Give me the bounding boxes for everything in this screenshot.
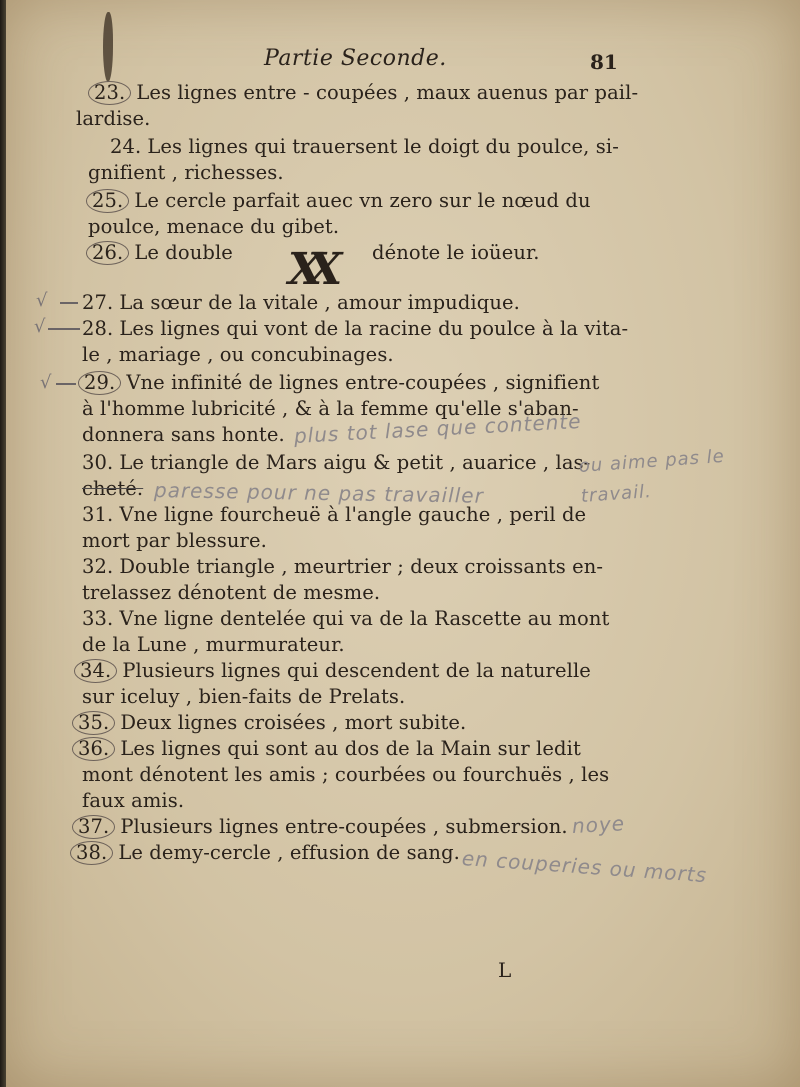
entry-29-line-1: 29. Vne infinité de lignes entre-coupées , signifient [78, 370, 599, 396]
pencil-annotation: plus tot lase que contente [293, 408, 583, 448]
entry-24-line-1: 24. Les lignes qui trauersent le doigt du poulce, si- [110, 135, 619, 158]
entry-30-line-1: 30. Le triangle de Mars aigu & petit , auarice , las- [82, 451, 591, 474]
entry-number: 38. [70, 841, 113, 865]
entry-number: 34. [74, 659, 117, 683]
running-header: Partie Seconde. [264, 46, 447, 71]
pencil-annotation: paresse pour ne pas travailler [153, 478, 485, 508]
entry-number: 35. [72, 711, 115, 735]
ink-blot [103, 12, 113, 82]
entry-30-line-2: cheté. [82, 477, 144, 500]
check-mark-icon: √ [40, 372, 52, 393]
entry-number: 37. [72, 815, 115, 839]
entry-23-line-2: lardise. [76, 107, 151, 130]
entry-number: 31. [82, 503, 114, 526]
entry-27-line-1: 27. La sœur de la vitale , amour impudique. [82, 291, 520, 314]
entry-28-line-2: le , mariage , ou concubinages. [82, 343, 394, 366]
check-mark-icon: √ [34, 316, 46, 337]
entry-26-line-1: 26. Le double [86, 240, 233, 266]
pencil-annotation: en couperies ou morts [461, 846, 708, 888]
entry-number: 26. [86, 241, 129, 265]
entry-32-line-1: 32. Double triangle , meurtrier ; deux croissants en- [82, 555, 604, 578]
entry-number: 24. [110, 135, 142, 158]
book-page [6, 0, 800, 1087]
entry-38-line-1: 38. Le demy-cercle , effusion de sang. [70, 840, 460, 866]
entry-29-line-2: à l'homme lubricité , & à la femme qu'elle s'aban- [82, 397, 579, 420]
entry-26-line-2: dénote le ioüeur. [372, 241, 540, 264]
entry-24-line-2: gnifient , richesses. [88, 161, 284, 184]
entry-33-line-2: de la Lune , murmurateur. [82, 633, 345, 656]
check-mark-icon: √ [36, 290, 48, 311]
margin-dash [56, 383, 76, 385]
entry-31-line-2: mort par blessure. [82, 529, 267, 552]
entry-number: 30. [82, 451, 114, 474]
entry-number: 33. [82, 607, 114, 630]
entry-number: 36. [72, 737, 115, 761]
entry-36-line-2: mont dénotent les amis ; courbées ou fourchuës , les [82, 763, 610, 786]
entry-34-line-2: sur iceluy , bien-faits de Prelats. [82, 685, 406, 708]
entry-31-line-1: 31. Vne ligne fourcheuë à l'angle gauche , peril de [82, 503, 587, 526]
entry-25-line-1: 25. Le cercle parfait auec vn zero sur le nœud du [86, 188, 591, 214]
entry-number: 27. [82, 291, 114, 314]
entry-37-line-1: 37. Plusieurs lignes entre-coupées , submersion. [72, 814, 568, 840]
margin-dash [48, 328, 80, 330]
entry-29-line-3: donnera sans honte. [82, 423, 285, 446]
entry-number: 23. [88, 81, 131, 105]
entry-number: 25. [86, 189, 129, 213]
pencil-annotation: ou aime pas le travail. [578, 445, 726, 507]
entry-32-line-2: trelassez dénotent de mesme. [82, 581, 381, 604]
entry-35-line-1: 35. Deux lignes croisées , mort subite. [72, 710, 466, 736]
page-number: 81 [590, 50, 618, 74]
entry-number: 32. [82, 555, 114, 578]
entry-23-line-1: 23. Les lignes entre - coupées , maux auenus par pail- [88, 80, 638, 106]
entry-36-line-3: faux amis. [82, 789, 185, 812]
margin-dash [60, 302, 78, 304]
entry-number: 28. [82, 317, 114, 340]
pencil-annotation: noye [571, 811, 626, 838]
signature-mark: L [498, 958, 512, 982]
entry-25-line-2: poulce, menace du gibet. [88, 215, 340, 238]
entry-34-line-1: 34. Plusieurs lignes qui descendent de la naturelle [74, 658, 591, 684]
entry-33-line-1: 33. Vne ligne dentelée qui va de la Rascette au mont [82, 607, 610, 630]
double-m-glyph: XX [288, 244, 329, 295]
entry-36-line-1: 36. Les lignes qui sont au dos de la Main sur ledit [72, 736, 581, 762]
entry-number: 29. [78, 371, 121, 395]
entry-28-line-1: 28. Les lignes qui vont de la racine du poulce à la vita- [82, 317, 629, 340]
